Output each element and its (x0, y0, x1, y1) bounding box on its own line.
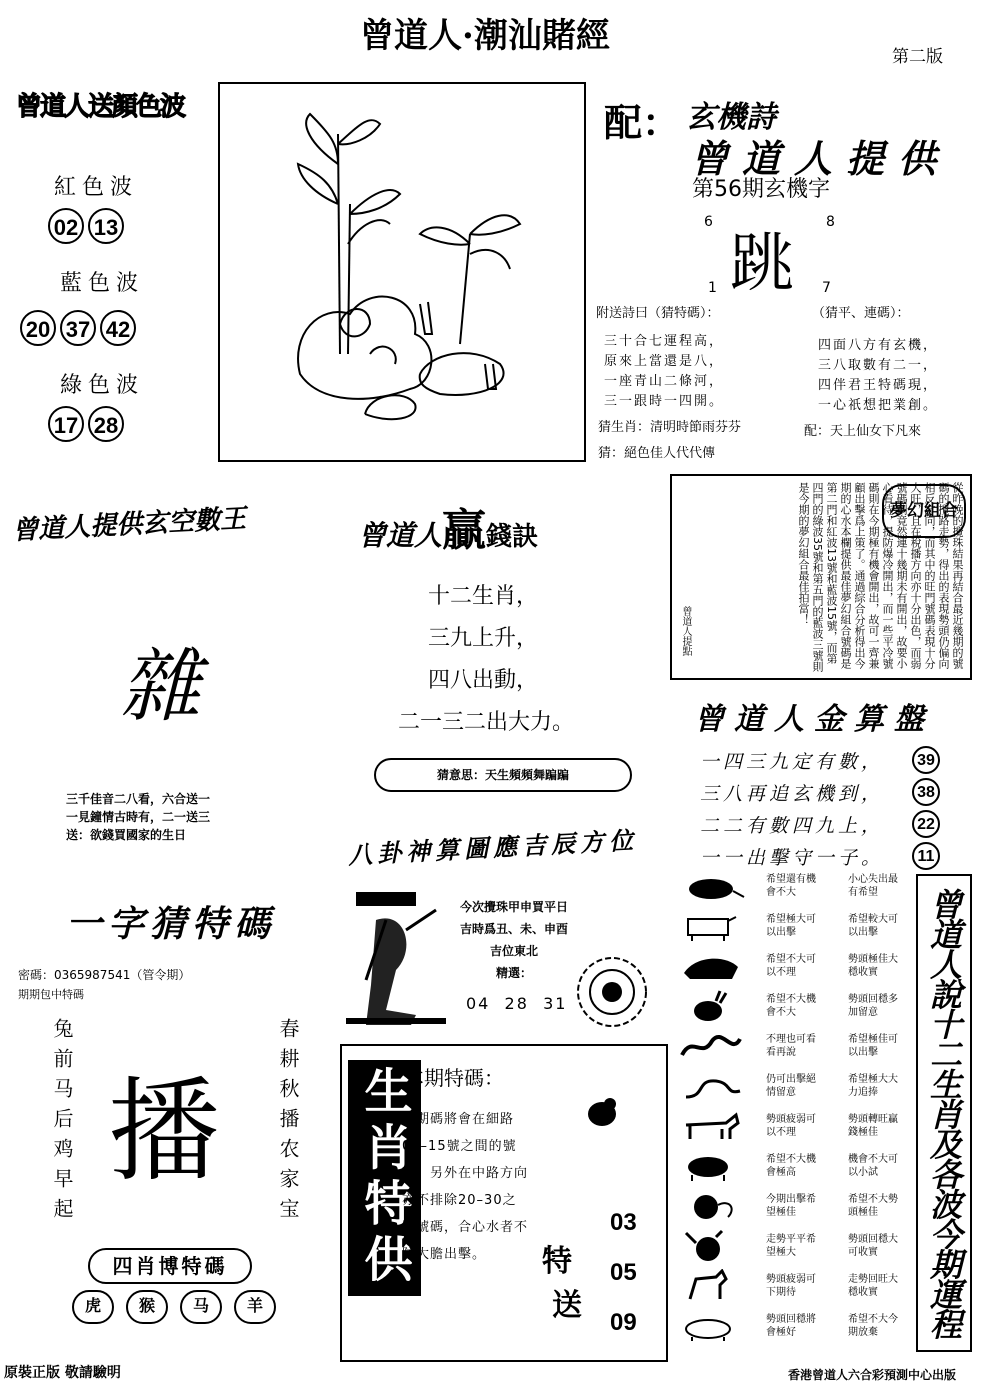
poem-line: 四伴君王特碼現， (818, 378, 939, 393)
zodiac-row (676, 866, 900, 906)
poem-guess: 猜：絕色佳人代代傳 (598, 446, 716, 461)
pig-icon (676, 1309, 746, 1343)
poem-issue: 第56期玄機字 (692, 177, 830, 202)
fortune-col1: 勢頭疲弱可以不理 (766, 1114, 816, 1138)
dream-sign: 曾道人提點 (680, 606, 691, 656)
special-number: 05 (610, 1259, 637, 1286)
abacus-row (700, 776, 940, 808)
twelve-zodiac-table (676, 866, 900, 1346)
green-wave-balls (48, 406, 128, 442)
yizi-note: 期期包中特碼 (18, 988, 84, 1001)
yizi-right-verse: 春耕秋播农家宝 (276, 1018, 300, 1228)
dream-title-box: 夢幻組合 (882, 484, 966, 538)
zodiac-row (676, 1226, 900, 1266)
shengxiao-vertical-title: 生肖特供 (348, 1060, 421, 1296)
win-line: 四八出動， (428, 668, 539, 693)
fortune-col1: 不理也可看看再說 (766, 1034, 816, 1058)
zodiac-row (676, 1146, 900, 1186)
zodiac-row (676, 1266, 900, 1306)
monkey-icon (676, 1189, 746, 1223)
yizi-title: 一字猜特碼 (66, 904, 277, 945)
poem-line: 四面八方有玄機， (818, 338, 939, 353)
poem-line: 三一跟時一四開。 (604, 394, 725, 409)
fortune-col2: 希望較大可以出擊 (848, 914, 898, 938)
bagua-number: 31 (543, 994, 568, 1013)
abacus-number: 22 (912, 810, 940, 838)
fortune-col1: 希望不大機會極高 (766, 1154, 816, 1178)
abacus-number: 11 (912, 842, 940, 870)
ball: 20 (20, 310, 56, 346)
poem-line: 三八取數有二一， (818, 358, 939, 373)
footer-left: 原裝正版 敬請驗明 (4, 1365, 121, 1381)
rabbit-icon (676, 989, 746, 1023)
poem-line: 原來上當還是八， (604, 354, 725, 369)
kongkong-line: 三千佳音二八看，六合送一 (66, 792, 211, 806)
win-line: 二一三二出大力。 (398, 710, 575, 735)
kongkong-title: 曾道人提供玄空數王 (11, 503, 247, 547)
abacus-row (700, 744, 940, 776)
bagua-line: 吉時爲丑、未、申酉 (459, 922, 568, 936)
fortune-col2: 希望不大勢頭極佳 (848, 1194, 898, 1218)
poem-num-tr: 8 (826, 214, 835, 230)
fortune-col1: 走勢平平希望極大 (766, 1234, 816, 1258)
zodiac-monkey: 猴 (126, 1290, 168, 1324)
zodiac-horse: 马 (180, 1290, 222, 1324)
poem-line: 一心祇想把業創。 (818, 398, 939, 413)
bamboo-rock-illustration (220, 84, 584, 460)
fortune-col2: 希望極大大力追捧 (848, 1074, 898, 1098)
zodiac-row (676, 1186, 900, 1226)
bagua-line: 今次攪珠甲申買平日 (459, 900, 568, 914)
song-label: 送 (552, 1288, 582, 1323)
ball: 37 (60, 310, 96, 346)
abacus-rows (700, 744, 940, 872)
poem-title: 玄機詩 (686, 100, 776, 135)
blue-wave-label: 藍色波 (60, 271, 145, 296)
fortune-col2: 勢頭極佳大穩收實 (848, 954, 898, 978)
colorwave-panel (8, 74, 208, 464)
zodiac-row (676, 986, 900, 1026)
yizi-left-verse: 兔前马后鸡早起 (50, 1018, 74, 1228)
shengxiao-numbers (610, 1198, 637, 1348)
ox-icon (676, 909, 746, 943)
poem-right-head: （猜平、連碼）： (812, 306, 910, 321)
monkey-icon (582, 1092, 622, 1132)
poem-line: 三十合七運程高， (604, 334, 725, 349)
win-title (358, 494, 538, 558)
poem-left-head: 附送詩曰（猜特碼）： (596, 306, 720, 321)
shengxiao-head: 本期特碼： (404, 1066, 504, 1090)
colorwave-title: 曾道人送顏色波 (16, 92, 185, 122)
poem-num-bl: 1 (708, 280, 717, 296)
abacus-row-text: 二二有數四九上， (700, 814, 885, 837)
blue-wave-balls (20, 310, 140, 346)
win-line: 十二生肖， (428, 584, 539, 609)
red-wave-label: 紅色波 (54, 175, 139, 200)
green-wave-label: 綠色波 (60, 373, 145, 398)
bagua-number: 04 (466, 994, 491, 1013)
zodiac-row (676, 1066, 900, 1106)
twelve-vertical-title: 曾道人說十二生肖及各波今期運程 (916, 874, 972, 1352)
footer-right: 香港曾道人六合彩預測中心出版 (788, 1368, 957, 1382)
abacus-title: 曾道人金算盤 (694, 702, 934, 737)
page-title: 曾道人·潮汕賭經 (360, 16, 610, 56)
win-guess: 猜意思：天生頻頻舞蹁蹁 (374, 758, 632, 792)
goat-icon (676, 1149, 746, 1183)
poem-right-lines (818, 336, 938, 416)
warrior-figure-illustration (346, 890, 456, 1030)
win-line: 三九上升， (428, 626, 539, 651)
win-title-a: 曾道人 (358, 519, 443, 552)
fortune-col2: 小心失出最有希望 (848, 874, 898, 898)
fortune-col1: 今期出擊希望極佳 (766, 1194, 816, 1218)
fortune-col1: 仍可出擊絕情留意 (766, 1074, 816, 1098)
poem-line: 一座青山二條河， (604, 374, 725, 389)
dream-panel (670, 474, 972, 680)
poem-left-lines (604, 332, 724, 412)
fortune-col1: 希望不大機會不大 (766, 994, 816, 1018)
bagua-line: 吉位東北 (489, 944, 538, 958)
fortune-col2: 希望極佳可以出擊 (848, 1034, 898, 1058)
dream-text: 從昨晚的攪珠結果再結合最近幾期的號碼的攪路走勢，得出的表現勢頭仍偏向相反方向，而其中的旺門號碼表現十分大旺，且在稅播方向亦十分出色，而弱號碼則竟然連十幾期未有開出，故要小心看待，提防爆冷開出，而一些平冷號碼則在今期極有機會開出，故可一齊兼顧出擊爲上策了。通過綜合分析得出今期的心水本欄提供最佳夢幻組合號碼是第二門和紅波13號和藍波15號，而第四門的綠波35號和第五門的藍波三號則是今期的夢幻組合最佳拍當！ (797, 482, 964, 672)
bagua-title: 八卦神算圖應吉辰方位 (347, 826, 639, 870)
tiger-icon (676, 949, 746, 983)
snake-icon (676, 1069, 746, 1103)
bagua-wheel-icon (574, 954, 650, 1030)
fortune-col2: 勢頭回穩大可收實 (848, 1234, 898, 1258)
abacus-number: 39 (912, 746, 940, 774)
fortune-col1: 勢頭疲弱可下期待 (766, 1274, 816, 1298)
fortune-col2: 走勢回旺大穩收實 (848, 1274, 898, 1298)
red-wave-balls (48, 208, 128, 244)
fortune-col1: 希望還有機會不大 (766, 874, 816, 898)
yizi-character: 播 (108, 1067, 220, 1197)
win-lines (398, 576, 574, 744)
bagua-lines (454, 896, 574, 984)
zodiac-row (676, 1306, 900, 1346)
zodiac-row (676, 1026, 900, 1066)
dragon-icon (676, 1029, 746, 1063)
fortune-col2: 機會不大可以小試 (848, 1154, 898, 1178)
abacus-row-text: 一一出擊守一子。 (700, 846, 885, 869)
poem-provider: 曾道人提供 (690, 137, 951, 181)
zodiac-tiger: 虎 (72, 1290, 114, 1324)
poem-character: 跳 (730, 227, 794, 301)
bagua-select-label: 精選： (495, 966, 532, 980)
poem-pei: 配： (604, 101, 681, 145)
four-zodiac-list (72, 1290, 276, 1324)
kongkong-line: 送：欲錢買國家的生日 (66, 828, 187, 842)
bagua-numbers (466, 994, 567, 1013)
shengxiao-panel (340, 1044, 668, 1362)
ball: 28 (88, 406, 124, 442)
kongkong-line: 一見鐘情古時有，二一送三 (66, 810, 211, 824)
ball: 02 (48, 208, 84, 244)
horse-icon (676, 1109, 746, 1143)
win-title-b: 贏 (442, 505, 487, 556)
fortune-col2: 希望不大今期放棄 (848, 1314, 898, 1338)
abacus-row-text: 三八再追玄機到， (700, 782, 885, 805)
abacus-row (700, 808, 940, 840)
kongkong-lines (66, 790, 210, 844)
fortune-col1: 希望不大可以不理 (766, 954, 816, 978)
te-label: 特 (542, 1244, 572, 1279)
fortune-col2: 勢頭轉旺贏錢極佳 (848, 1114, 898, 1138)
zodiac-row (676, 906, 900, 946)
ball: 42 (100, 310, 136, 346)
kongkong-character: 雜 (120, 640, 200, 733)
dog-icon (676, 1269, 746, 1303)
rooster-icon (676, 1229, 746, 1263)
fortune-col1: 希望極大可以出擊 (766, 914, 816, 938)
special-number: 09 (610, 1309, 637, 1336)
special-number: 03 (610, 1209, 637, 1236)
four-zodiac-title: 四肖博特碼 (88, 1248, 252, 1284)
fortune-col1: 勢頭回穩將會極好 (766, 1314, 816, 1338)
zodiac-goat: 羊 (234, 1290, 276, 1324)
poem-zodiac-guess: 猜生肖：清明時節雨芬芬 (598, 420, 742, 435)
zodiac-row (676, 1106, 900, 1146)
rat-icon (676, 869, 746, 903)
fortune-col2: 勢頭回穩多加留意 (848, 994, 898, 1018)
win-title-c: 錢訣 (486, 522, 539, 552)
poem-num-tl: 6 (704, 214, 713, 230)
shengxiao-text: 今期碼將會在細路01–15號之間的號碼，另外在中路方向亦不排除20–30之間號碼，合心水者不防大膽出擊。 (402, 1112, 529, 1262)
abacus-row-text: 一四三九定有數， (700, 750, 885, 773)
poem-num-br: 7 (822, 280, 831, 296)
abacus-number: 38 (912, 778, 940, 806)
bamboo-picture-frame (218, 82, 586, 462)
poem-right-guess: 配：天上仙女下凡來 (804, 424, 922, 439)
ball: 17 (48, 406, 84, 442)
yizi-code: 密碼：0365987541（管令期） (18, 968, 191, 982)
ball: 13 (88, 208, 124, 244)
edition-label: 第二版 (892, 47, 943, 67)
zodiac-row (676, 946, 900, 986)
bagua-number: 28 (504, 994, 529, 1013)
